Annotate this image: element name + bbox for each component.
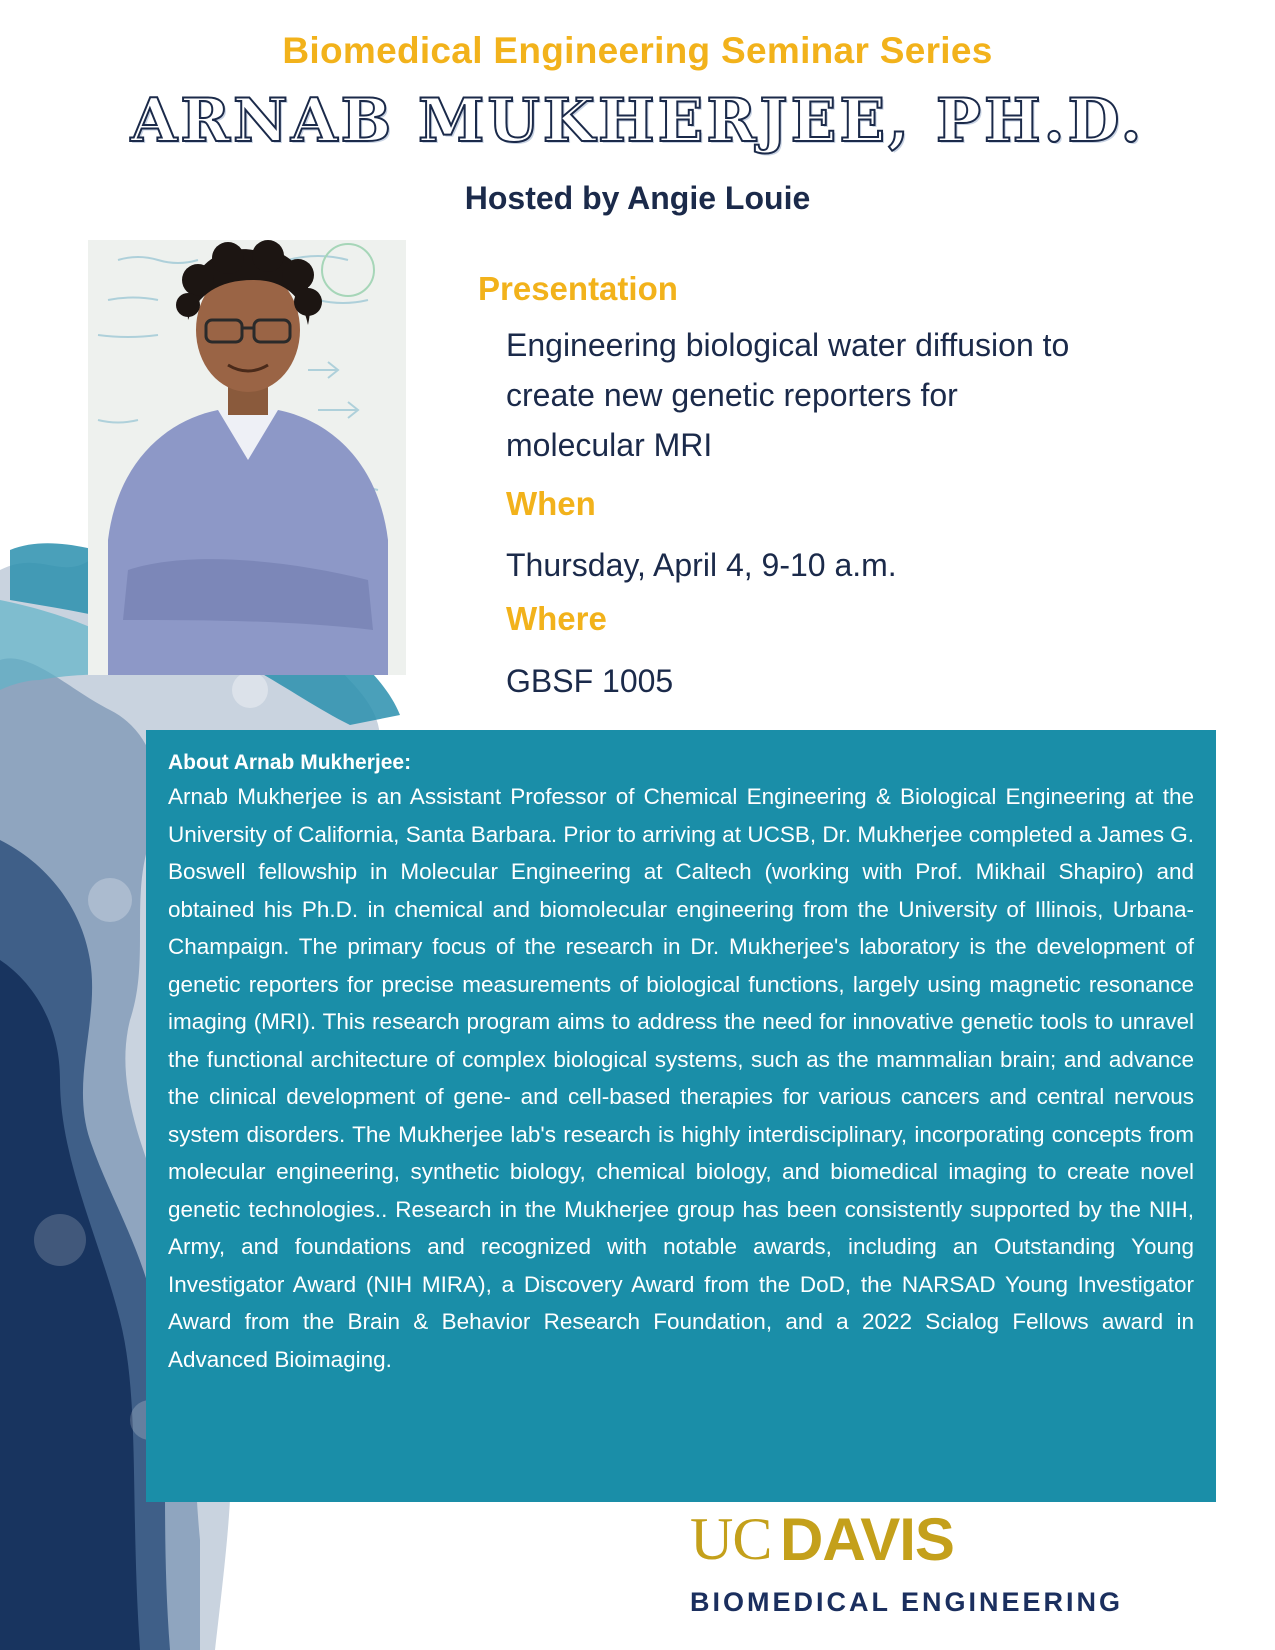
about-heading: About Arnab Mukherjee: [168, 751, 412, 774]
about-speaker-panel [146, 730, 1216, 1502]
about-biography: Arnab Mukherjee is an Assistant Professor of Chemical Engineering & Biological Engineering at the University of California, Santa Barbara. Prior to arriving at UCSB, Dr. Mukherjee completed a James G. Boswell fellowship in Molecular Engineering at Caltech (working with Prof. Mikhail Shapiro) and obtained his Ph.D. in chemical and biomolecular engineering from the University of Illinois, Urbana-Champaign. The primary focus of the research in Dr. Mukherjee's laboratory is the development of genetic reporters for precise measurements of biological functions, largely using magnetic resonance imaging (MRI). This research program aims to address the need for innovative genetic tools to unravel the functional architecture of complex biological systems, such as the mammalian brain; and advance the clinical development of gene- and cell-based therapies for various cancers and central nervous system disorders. The Mukherjee lab's research is highly interdisciplinary, incorporating concepts from molecular engineering, synthetic biology, chemical biology, and biomedical imaging to create novel genetic technologies.. Research in the Mukherjee group has been consistently supported by the NIH, Army, and foundations and recognized with notable awards, including an Outstanding Young Investigator Award (NIH MIRA), a Discovery Award from the DoD, the NARSAD Young Investigator Award from the Brain & Behavior Research Foundation, and a 2022 Scialog Fellows award in Advanced Bioimaging. [168, 784, 1194, 1372]
when-label: When [506, 485, 596, 522]
presentation-label: Presentation [478, 270, 678, 307]
when-value: Thursday, April 4, 9-10 a.m. [506, 547, 897, 583]
presentation-title-line-3: molecular MRI [506, 427, 713, 463]
where-label: Where [506, 600, 607, 637]
host-line: Hosted by Angie Louie [464, 180, 811, 216]
presentation-title-line-1: Engineering biological water diffusion to [506, 327, 1070, 363]
seminar-series-title: Biomedical Engineering Seminar Series [282, 30, 993, 71]
speaker-photo [88, 240, 406, 675]
logo-uc-text: UC [690, 1506, 772, 1572]
logo-davis-text: DAVIS [780, 1506, 954, 1573]
logo-department-text: BIOMEDICAL ENGINEERING [690, 1587, 1124, 1617]
presentation-title-line-2: create new genetic reporters for [506, 377, 958, 413]
ucdavis-bme-logo [690, 1505, 1130, 1640]
where-value: GBSF 1005 [506, 663, 674, 699]
speaker-name-heading: ARNAB MUKHERJEE, PH.D. [130, 86, 1145, 156]
